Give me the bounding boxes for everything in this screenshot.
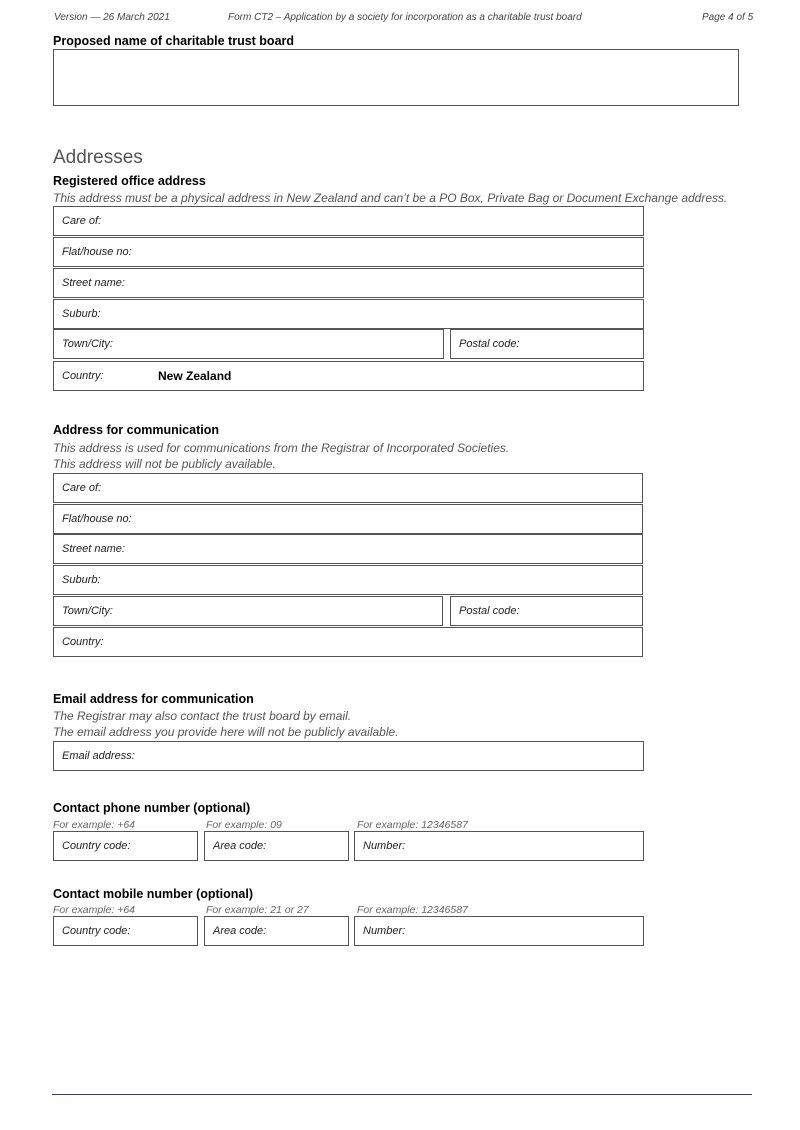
addresses-heading: Addresses [53, 147, 143, 168]
field-label: Number: [363, 840, 406, 852]
registered-postal-code-field[interactable] [450, 329, 644, 359]
communication-address-hint-2: This address will not be publicly available. [53, 457, 276, 471]
field-label: Country code: [62, 840, 131, 852]
header-page-number: Page 4 of 5 [702, 12, 754, 23]
phone-country-example: For example: +64 [53, 819, 136, 831]
communication-suburb-field[interactable] [53, 565, 643, 595]
mobile-area-code-field[interactable] [204, 916, 349, 946]
field-label: Country: [62, 636, 104, 648]
phone-area-code-field[interactable] [204, 831, 349, 861]
mobile-heading: Contact mobile number (optional) [53, 887, 253, 901]
phone-number-field[interactable] [354, 831, 644, 861]
field-label: Street name: [62, 543, 125, 555]
field-label: Suburb: [62, 308, 101, 320]
country-value: New Zealand [158, 369, 232, 383]
field-label: Care of: [62, 482, 102, 494]
field-label: Number: [363, 925, 406, 937]
registered-street-field[interactable] [53, 268, 644, 298]
registered-office-heading: Registered office address [53, 174, 206, 188]
communication-address-heading: Address for communication [53, 423, 219, 437]
mobile-number-field[interactable] [354, 916, 644, 946]
email-address-field[interactable] [53, 741, 644, 771]
proposed-name-field[interactable] [53, 49, 739, 106]
header-version: Version — 26 March 2021 [54, 12, 170, 23]
field-label: Email address: [62, 750, 135, 762]
field-label: Flat/house no: [62, 246, 132, 258]
mobile-area-example: For example: 21 or 27 [206, 904, 309, 916]
registered-flat-field[interactable] [53, 237, 644, 267]
field-label: Area code: [213, 925, 267, 937]
field-label: Flat/house no: [62, 513, 132, 525]
phone-country-code-field[interactable] [53, 831, 198, 861]
communication-street-field[interactable] [53, 534, 643, 564]
communication-country-field[interactable] [53, 627, 643, 657]
email-hint-1: The Registrar may also contact the trust board by email. [53, 709, 352, 723]
communication-care-of-field[interactable] [53, 473, 643, 503]
phone-area-example: For example: 09 [206, 819, 282, 831]
field-label: Care of: [62, 215, 102, 227]
header-form-title: Form CT2 – Application by a society for incorporation as a charitable trust board [228, 12, 582, 23]
registered-care-of-field[interactable] [53, 206, 644, 236]
field-label: Postal code: [459, 605, 520, 617]
field-label: Street name: [62, 277, 125, 289]
field-label: Area code: [213, 840, 267, 852]
email-heading: Email address for communication [53, 692, 254, 706]
registered-office-hint: This address must be a physical address in New Zealand and can’t be a PO Box, Private Bag or Document Exchange address. [53, 191, 728, 205]
mobile-number-example: For example: 12346587 [357, 904, 468, 916]
registered-country-field[interactable] [53, 361, 644, 391]
phone-number-example: For example: 12346587 [357, 819, 468, 831]
proposed-name-label: Proposed name of charitable trust board [53, 34, 295, 48]
field-label: Town/City: [62, 338, 113, 350]
communication-flat-field[interactable] [53, 504, 643, 534]
mobile-country-example: For example: +64 [53, 904, 136, 916]
registered-suburb-field[interactable] [53, 299, 644, 329]
email-hint-2: The email address you provide here will not be publicly available. [53, 725, 399, 739]
field-label: Suburb: [62, 574, 101, 586]
communication-address-hint-1: This address is used for communications from the Registrar of Incorporated Societies. [53, 441, 510, 455]
registered-town-field[interactable] [53, 329, 444, 359]
field-label: Postal code: [459, 338, 520, 350]
communication-town-field[interactable] [53, 596, 443, 626]
footer-divider [52, 1094, 752, 1095]
field-label: Town/City: [62, 605, 113, 617]
mobile-country-code-field[interactable] [53, 916, 198, 946]
field-label: Country code: [62, 925, 131, 937]
phone-heading: Contact phone number (optional) [53, 801, 251, 815]
field-label: Country: [62, 370, 104, 382]
communication-postal-code-field[interactable] [450, 596, 643, 626]
